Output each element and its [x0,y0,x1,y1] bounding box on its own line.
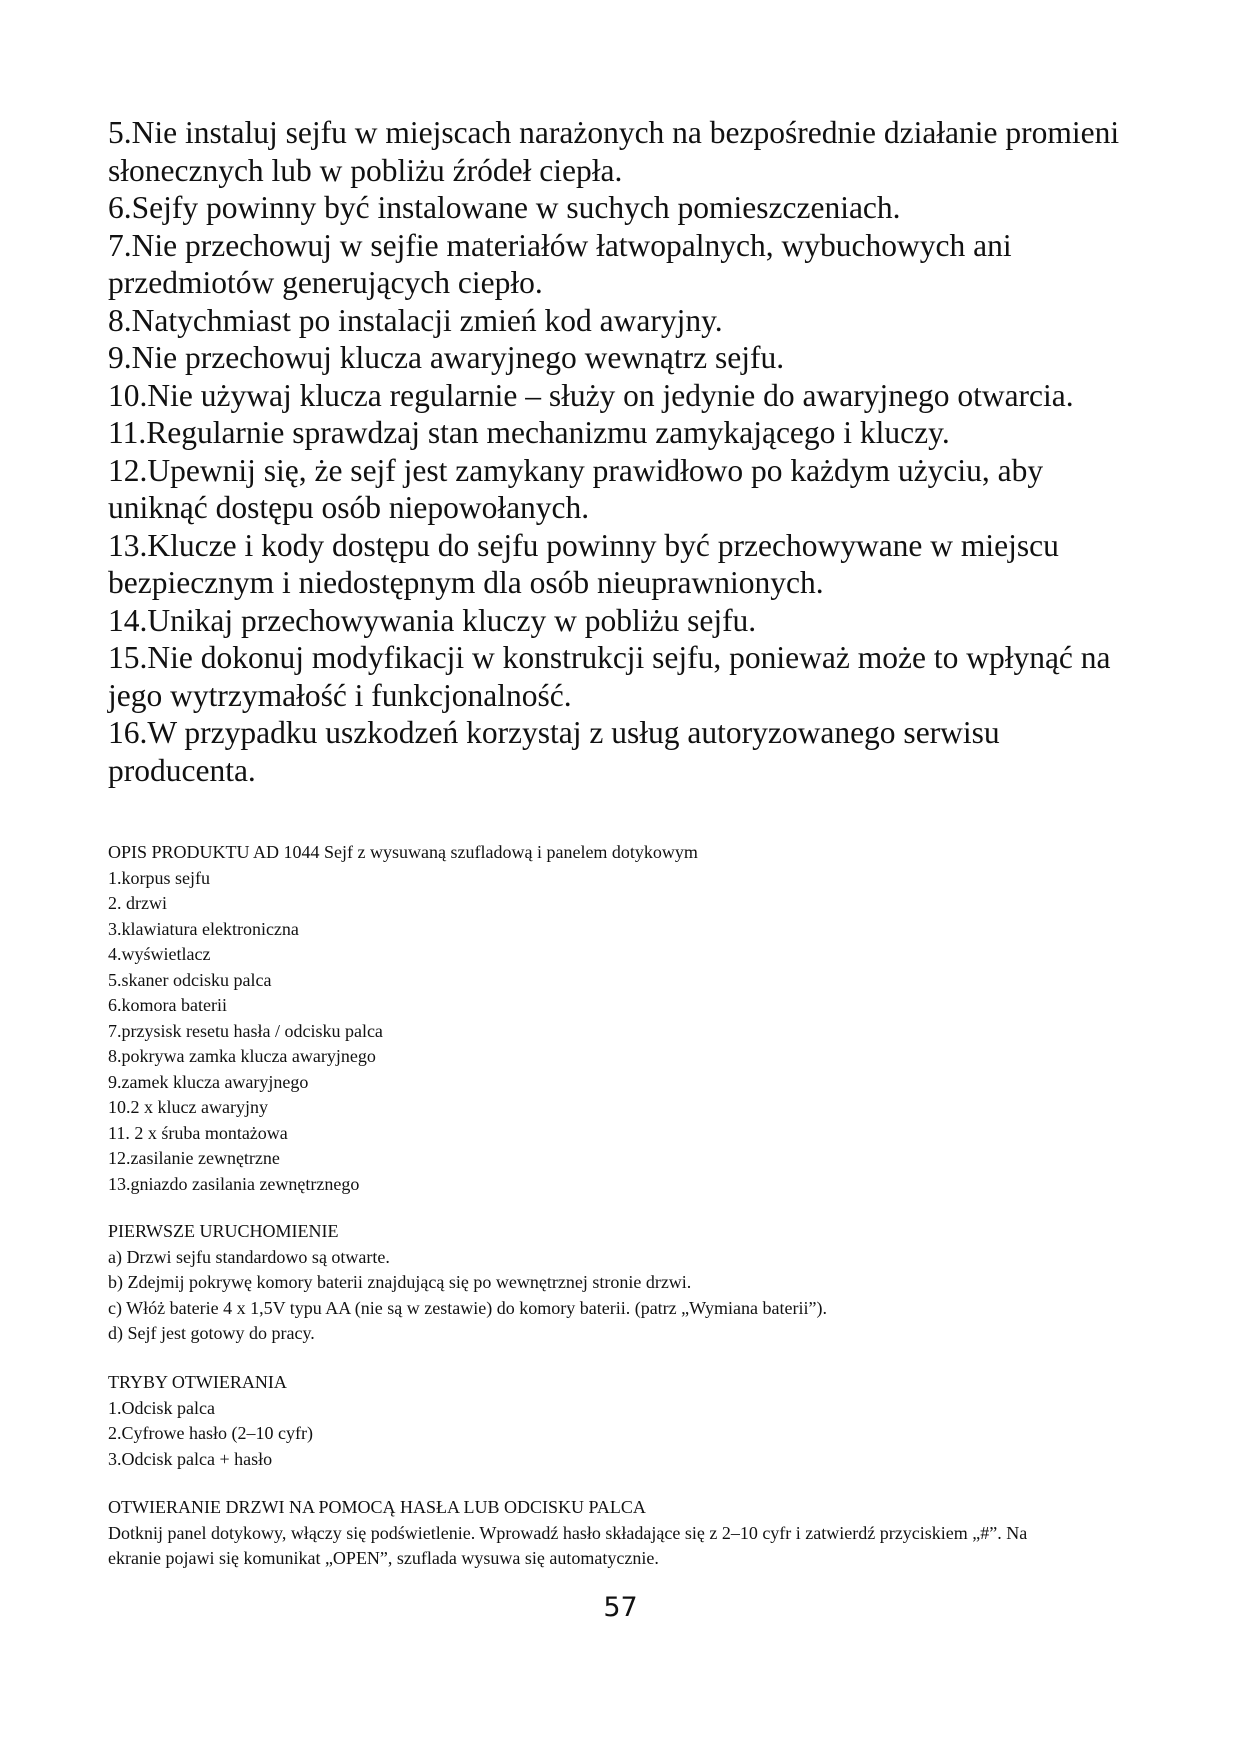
first-start-section [108,1219,1148,1347]
list-item: c) Włóż baterie 4 x 1,5V typu AA (nie są w zestawie) do komory baterii. (patrz „Wymiana baterii”). [108,1297,827,1318]
page-number: 57 [603,1592,638,1623]
section-heading: TRYBY OTWIERANIA [108,1372,287,1392]
section-heading: PIERWSZE URUCHOMIENIE [108,1221,339,1241]
product-description-section [108,840,1148,1197]
opening-doors-section [108,1495,1068,1572]
list-item: 14.Unikaj przechowywania kluczy w pobliżu sejfu. [108,602,757,638]
list-item: 11.Regularnie sprawdzaj stan mechanizmu zamykającego i kluczy. [108,415,950,450]
section-heading: OPIS PRODUKTU AD 1044 Sejf z wysuwaną szufladową i panelem dotykowym [108,842,698,862]
paragraph: Dotknij panel dotykowy, włączy się podświetlenie. Wprowadź hasło składające się z 2–10 cyfr i zatwierdź przyciskiem „#”. Na ekranie pojawi się komunikat „OPEN”, szuflada wysuwa się automatycznie. [108,1522,1028,1568]
list-item: 9.Nie przechowuj klucza awaryjnego wewnątrz sejfu. [108,340,785,375]
list-item: 13.Klucze i kody dostępu do sejfu powinny być przechowywane w miejscu bezpiecznym i niedostępnym dla osób nieuprawnionych. [108,527,1059,600]
list-item: 10.Nie używaj klucza regularnie – służy on jedynie do awaryjnego otwarcia. [108,377,1074,413]
list-item: 8.Natychmiast po instalacji zmień kod awaryjny. [108,302,723,338]
list-item: 8.pokrywa zamka klucza awaryjnego [108,1046,376,1066]
list-item: 10.2 x klucz awaryjny [108,1097,268,1117]
opening-modes-section [108,1370,1148,1472]
list-item: 3.klawiatura elektroniczna [108,918,299,939]
list-item: 1.korpus sejfu [108,867,210,888]
list-item: 12.Upewnij się, że sejf jest zamykany prawidłowo po każdym użyciu, aby uniknąć dostępu osób niepowołanych. [108,452,1044,525]
list-item: 2. drzwi [108,893,167,913]
list-item: 15.Nie dokonuj modyfikacji w konstrukcji sejfu, ponieważ może to wpłynąć na jego wytrzymałość i funkcjonalność. [108,640,1111,713]
list-item: 1.Odcisk palca [108,1397,215,1418]
list-item: b) Zdejmij pokrywę komory baterii znajdującą się po wewnętrznej stronie drzwi. [108,1272,692,1292]
list-item: 12.zasilanie zewnętrzne [108,1148,280,1168]
list-item: 11. 2 x śruba montażowa [108,1122,288,1143]
list-item: 6.Sejfy powinny być instalowane w suchych pomieszczeniach. [108,190,901,225]
list-item: 5.Nie instaluj sejfu w miejscach narażonych na bezpośrednie działanie promieni słonecznych lub w pobliżu źródeł ciepła. [108,115,1120,188]
list-item: 16.W przypadku uszkodzeń korzystaj z usług autoryzowanego serwisu producenta. [108,715,1000,788]
safety-instructions-list [108,114,1148,789]
list-item: 4.wyświetlacz [108,944,211,964]
list-item: 2.Cyfrowe hasło (2–10 cyfr) [108,1423,313,1443]
list-item: d) Sejf jest gotowy do pracy. [108,1323,315,1343]
list-item: 3.Odcisk palca + hasło [108,1448,273,1469]
section-heading: OTWIERANIE DRZWI NA POMOCĄ HASŁA LUB ODCISKU PALCA [108,1497,646,1517]
list-item: 13.gniazdo zasilania zewnętrznego [108,1173,360,1194]
list-item: 7.przysisk resetu hasła / odcisku palca [108,1020,383,1041]
list-item: 6.komora baterii [108,995,227,1015]
list-item: 7.Nie przechowuj w sejfie materiałów łatwopalnych, wybuchowych ani przedmiotów generujących ciepło. [108,227,1012,300]
list-item: 5.skaner odcisku palca [108,969,272,990]
list-item: 9.zamek klucza awaryjnego [108,1071,309,1092]
list-item: a) Drzwi sejfu standardowo są otwarte. [108,1246,390,1267]
